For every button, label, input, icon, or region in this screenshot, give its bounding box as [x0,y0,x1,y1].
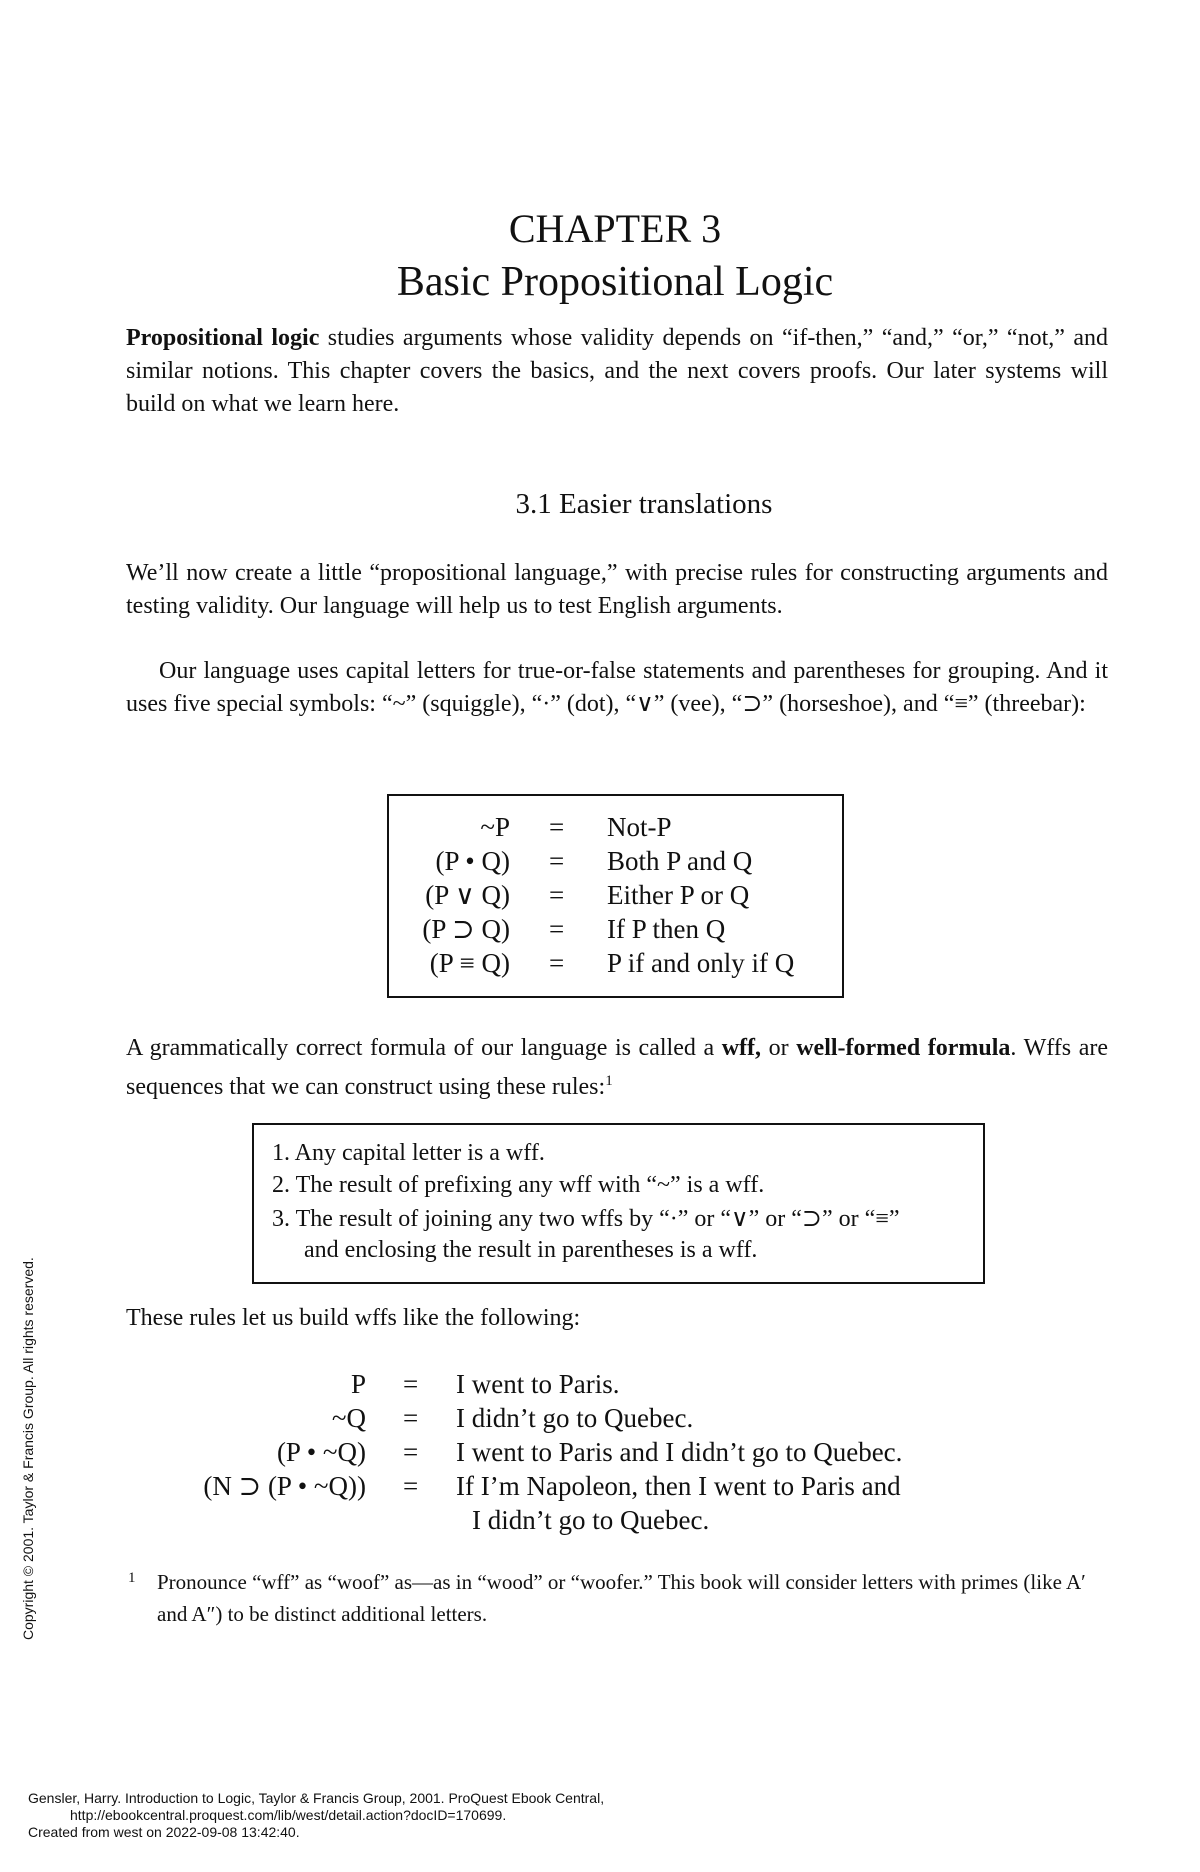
citation-line: Gensler, Harry. Introduction to Logic, Taylor & Francis Group, 2001. ProQuest Ebook Central, [28,1790,605,1806]
example-meaning: I went to Paris. [456,1369,620,1399]
citation-url: http://ebookcentral.proquest.com/lib/west/detail.action?docID=170699. [70,1807,507,1823]
symbols-table [387,794,844,998]
symbol-formula: (P • Q) [435,846,510,876]
symbol-meaning: If P then Q [607,914,726,944]
citation-created: Created from west on 2022-09-08 13:42:40. [28,1824,300,1840]
symbol-meaning: Not-P [607,812,672,842]
symbol-row [389,846,842,880]
wff-term: wff, [721,1035,762,1061]
symbol-formula: (P ≡ Q) [429,948,510,978]
wff-text-3: . Wffs are sequences that we can construct using these rules: [126,1035,1109,1100]
wff-text-2: or [761,1035,797,1061]
example-row-continuation [0,1505,1200,1539]
example-formula: ~Q [331,1403,366,1433]
symbol-row [389,914,842,948]
example-meaning: I didn’t go to Quebec. [472,1505,710,1535]
symbol-row [389,812,842,846]
section-title: 3.1 Easier translations [515,488,773,520]
rule-item: 1. Any capital letter is a wff. [272,1140,545,1166]
section-paragraph-2: Our language uses capital letters for true-or-false statements and parentheses for grouping. And it uses five special symbols: “~” (squiggle), “·” (dot), “∨” (vee), “⊃” (horseshoe), and “≡” (threebar): [126,658,1108,717]
examples-intro: These rules let us build wffs like the following: [126,1305,581,1331]
footnote-reference: 1 [605,1073,613,1089]
equals-sign: = [549,880,565,910]
equals-sign: = [403,1437,419,1467]
chapter-number: CHAPTER 3 [508,206,722,251]
footnote-mark: 1 [128,1570,136,1586]
rule-item: 2. The result of prefixing any wff with “~” is a wff. [272,1172,765,1198]
rule-item-continuation: and enclosing the result in parentheses is a wff. [304,1237,758,1263]
footnote-text: Pronounce “wff” as “woof” as—as in “wood” or “woofer.” This book will consider letters with primes (like A′ and A″) to be distinct additional letters. [157,1570,1086,1626]
side-copyright: Copyright © 2001. Taylor & Francis Group. All rights reserved. [20,1257,36,1640]
symbol-meaning: Either P or Q [607,880,750,910]
example-row [0,1471,1200,1505]
example-formula: (N ⊃ (P • ~Q)) [203,1471,366,1501]
chapter-title: Basic Propositional Logic [396,259,834,305]
example-formula: (P • ~Q) [276,1437,366,1467]
symbol-formula: (P ⊃ Q) [422,914,510,944]
symbol-formula: ~P [480,812,510,842]
equals-sign: = [403,1369,419,1399]
equals-sign: = [549,948,565,978]
symbol-meaning: P if and only if Q [607,948,795,978]
symbol-row [389,948,842,982]
rule-item: 3. The result of joining any two wffs by “·” or “∨” or “⊃” or “≡” [272,1206,900,1232]
symbol-meaning: Both P and Q [607,846,753,876]
example-row [0,1437,1200,1471]
intro-term: Propositional logic [126,325,320,351]
wff-text-1: A grammatically correct formula of our language is called a [126,1035,722,1061]
well-formed-formula-term: well-formed formula [796,1035,1011,1061]
example-row [0,1369,1200,1403]
intro-paragraph [126,322,1108,421]
section-paragraph-1: We’ll now create a little “propositional language,” with precise rules for constructing arguments and testing validity. Our language will help us to test English arguments. [126,560,1108,619]
symbol-row [389,880,842,914]
example-meaning: I didn’t go to Quebec. [456,1403,694,1433]
example-formula: P [350,1369,366,1399]
equals-sign: = [549,846,565,876]
symbol-formula: (P ∨ Q) [425,880,510,910]
equals-sign: = [403,1403,419,1433]
wff-paragraph [126,1032,1108,1104]
intro-text: studies arguments whose validity depends on “if-then,” “and,” “or,” “not,” and similar notions. This chapter covers the basics, and the next covers proofs. Our later systems will build on what we learn here. [126,325,1108,417]
example-meaning: If I’m Napoleon, then I went to Paris and [456,1471,901,1501]
example-meaning: I went to Paris and I didn’t go to Quebec. [456,1437,903,1467]
equals-sign: = [549,812,565,842]
wff-rules-box [252,1123,985,1284]
equals-sign: = [549,914,565,944]
example-row [0,1403,1200,1437]
equals-sign: = [403,1471,419,1501]
